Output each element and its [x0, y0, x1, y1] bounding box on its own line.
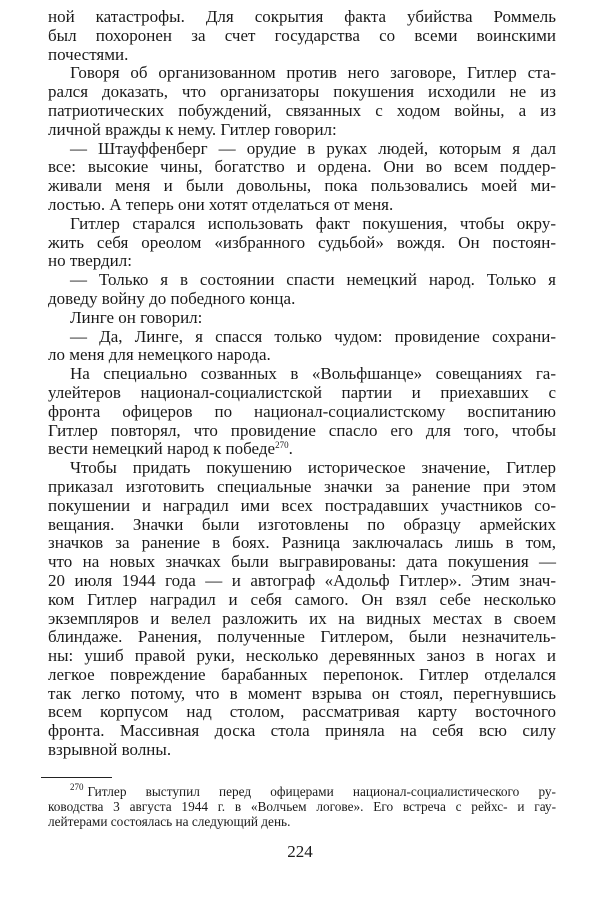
text-line	[48, 177, 556, 196]
text-line	[48, 591, 556, 610]
text-line	[48, 46, 556, 65]
line-text: — Только я в состоянии спасти немецкий народ. Только я	[70, 270, 556, 290]
text-line	[48, 27, 556, 46]
line-text: вещания. Значки были изготовлены по образцу армейских	[48, 514, 556, 534]
line-text: живали меня и были довольны, пока пользовались моей ми-	[48, 176, 556, 196]
text-line	[48, 8, 556, 27]
text-line	[48, 271, 556, 290]
text-line	[48, 534, 556, 553]
text-line	[48, 516, 556, 535]
line-text: ло меня для немецкого народа.	[48, 345, 271, 365]
line-text: всем корпусом над столом, рассматривая карту восточного	[48, 702, 556, 722]
text-line	[48, 83, 556, 102]
text-line	[48, 102, 556, 121]
line-text: но твердил:	[48, 251, 132, 271]
line-text: легкое повреждение барабанных перепонок. Гитлер отделался	[48, 664, 556, 684]
line-text: На специально созванных в «Вольфшанце» совещаниях га-	[70, 364, 556, 384]
footnote-number: 270	[70, 782, 84, 792]
paragraph	[48, 64, 556, 139]
line-text: что на новых значках были выгравированы: дата покушения —	[48, 552, 556, 572]
line-text: Линге он говорил:	[70, 307, 203, 327]
line-text: почестями.	[48, 44, 129, 64]
text-line	[48, 703, 556, 722]
text-line	[48, 647, 556, 666]
text-line	[48, 64, 556, 83]
line-text: все: высокие чины, богатство и ордена. Они во всем поддер-	[48, 157, 556, 177]
text-line	[48, 121, 556, 140]
footnote-reference[interactable]: 270	[275, 440, 289, 451]
text-line	[48, 140, 556, 159]
text-line	[48, 459, 556, 478]
line-text: экземпляров и велел разложить их на видных местах в своем	[48, 608, 556, 628]
page-number: 224	[287, 842, 313, 861]
paragraph	[48, 271, 556, 309]
line-text: — Штауффенберг — орудие в руках людей, которым я дал	[70, 138, 556, 158]
footnote-text: лейтерами состоялась на следующий день.	[48, 814, 291, 829]
line-text: значков за ранение в боях. Разница заключалась лишь в том,	[48, 533, 556, 553]
text-line	[48, 196, 556, 215]
line-text: Гитлер повторял, что провидение спасло его для того, чтобы	[48, 420, 556, 440]
line-text: .	[288, 439, 293, 459]
text-line	[48, 158, 556, 177]
line-text: Говоря об организованном против него заговоре, Гитлер ста-	[70, 63, 556, 83]
text-line	[48, 215, 556, 234]
text-line	[48, 234, 556, 253]
paragraph	[48, 215, 556, 271]
footnote-text: Гитлер выступил перед офицерами национал-социалистического ру-	[87, 784, 556, 799]
line-text: 20 июля 1944 года — и автограф «Адольф Гитлер». Этим знач-	[48, 570, 556, 590]
text-line	[48, 497, 556, 516]
line-text: патриотических побуждений, связанных с ходом войны, а из	[48, 100, 556, 120]
line-text: жить себя ореолом «избранного судьбой» вождя. Он постоян-	[48, 232, 556, 252]
footnote-line	[48, 814, 556, 829]
footnote-line	[48, 799, 556, 814]
line-text: ком Гитлер наградил и себя самого. Он взял себе несколько	[48, 589, 556, 609]
text-line	[48, 403, 556, 422]
line-text: вести немецкий народ к победе	[48, 439, 276, 459]
footnote-text: ководства 3 августа 1944 г. в «Волчьем логове». Его встреча с рейхс- и гау-	[48, 799, 556, 814]
text-line	[48, 309, 556, 328]
line-text: доведу войну до победного конца.	[48, 288, 296, 308]
body-text	[48, 8, 556, 760]
paragraph	[48, 365, 556, 459]
line-text: ны: ушиб правой руки, несколько деревянных заноз в ногах и	[48, 646, 556, 666]
text-line	[48, 478, 556, 497]
line-text: ной катастрофы. Для сокрытия факта убийства Роммель	[48, 7, 556, 26]
text-line	[48, 685, 556, 704]
text-line	[48, 440, 556, 459]
line-text: блиндаже. Ранения, полученные Гитлером, были незначитель-	[48, 627, 556, 647]
footnote-divider	[41, 777, 112, 778]
line-text: покушении и наградил ими всех пострадавших участников со-	[48, 495, 556, 515]
text-line	[48, 290, 556, 309]
line-text: так легко потому, что в момент взрыва он стоял, перегнувшись	[48, 683, 556, 703]
text-line	[48, 741, 556, 760]
line-text: фронта офицеров по национал-социалистскому воспитанию	[48, 401, 556, 421]
text-line	[48, 422, 556, 441]
footnote	[48, 784, 556, 829]
paragraph	[48, 309, 556, 328]
text-line	[48, 553, 556, 572]
line-text: улейтеров национал-социалистской партии и приехавших с	[48, 382, 556, 402]
text-line	[48, 252, 556, 271]
text-line	[48, 572, 556, 591]
text-line	[48, 328, 556, 347]
text-line	[48, 384, 556, 403]
text-line	[48, 346, 556, 365]
paragraph	[48, 140, 556, 215]
line-text: лостью. А теперь они хотят отделаться от меня.	[48, 194, 394, 214]
text-line	[48, 666, 556, 685]
line-text: — Да, Линге, я спасся только чудом: провидение сохрани-	[70, 326, 556, 346]
paragraph	[48, 8, 556, 64]
line-text: Чтобы придать покушению историческое значение, Гитлер	[70, 458, 556, 478]
paragraph	[48, 328, 556, 366]
text-line	[48, 365, 556, 384]
line-text: фронта. Массивная доска стола приняла на себя всю силу	[48, 721, 556, 741]
line-text: личной вражды к нему. Гитлер говорил:	[48, 119, 337, 139]
line-text: был похоронен за счет государства со всеми воинскими	[48, 25, 556, 45]
footnote-line	[48, 784, 556, 799]
line-text: взрывной волны.	[48, 740, 172, 760]
line-text: Гитлер старался использовать факт покушения, чтобы окру-	[70, 213, 556, 233]
text-line	[48, 610, 556, 629]
paragraph	[48, 459, 556, 760]
line-text: рался доказать, что организаторы покушения исходили не из	[48, 82, 556, 102]
text-line	[48, 628, 556, 647]
line-text: приказал изготовить специальные значки за ранение при этом	[48, 476, 556, 496]
text-line	[48, 722, 556, 741]
